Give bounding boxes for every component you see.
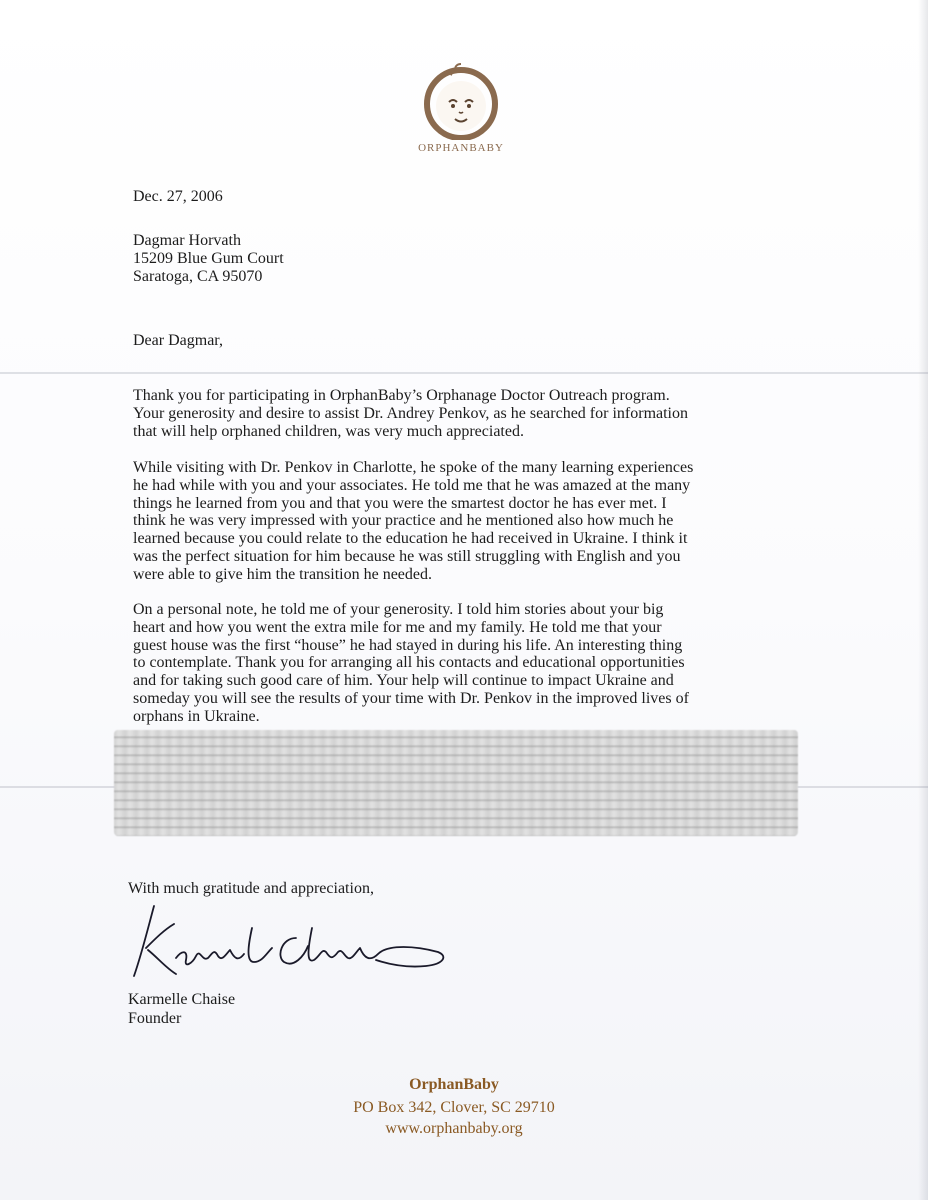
body-line: and for taking such good care of him. Your help will continue to impact Ukraine and: [133, 672, 674, 690]
recipient-street: 15209 Blue Gum Court: [133, 250, 284, 267]
body-line: he had while with you and your associates. He told me that he was amazed at the many: [133, 476, 691, 494]
salutation: Dear Dagmar,: [133, 332, 223, 349]
body-paragraph-2: [133, 459, 783, 584]
signer-block: [128, 990, 235, 1028]
orphanbaby-logo: [412, 60, 510, 154]
recipient-city: Saratoga, CA 95070: [133, 268, 263, 285]
page-edge-shadow: [918, 0, 928, 1200]
body-line: to contemplate. Thank you for arranging all his contacts and educational opportunities: [133, 654, 685, 672]
body-line: orphans in Ukraine.: [133, 707, 260, 725]
body-paragraph-1: [133, 387, 783, 440]
footer-website-link[interactable]: www.orphanbaby.org: [385, 1120, 523, 1137]
body-line: was the perfect situation for him because he was still struggling with English and you: [133, 547, 681, 565]
recipient-name: Dagmar Horvath: [133, 232, 241, 249]
footer-org-name: OrphanBaby: [409, 1076, 499, 1093]
body-line: While visiting with Dr. Penkov in Charlotte, he spoke of the many learning experiences: [133, 459, 694, 476]
handwritten-signature: [126, 898, 466, 988]
body-line: Thank you for participating in OrphanBaby’s Orphanage Doctor Outreach program.: [133, 387, 670, 404]
body-line: On a personal note, he told me of your generosity. I told him stories about your big: [133, 601, 664, 618]
closing-line: With much gratitude and appreciation,: [128, 880, 374, 897]
body-line: things he learned from you and that you were the smartest doctor he has ever met. I: [133, 494, 667, 512]
body-line: heart and how you went the extra mile for me and my family. He told me that your: [133, 618, 662, 636]
signer-name: Karmelle Chaise: [128, 991, 236, 1008]
baby-face-icon: [421, 60, 501, 140]
body-line: guest house was the first “house” he had stayed in during his life. An interesting thing: [133, 636, 683, 654]
letter-date: Dec. 27, 2006: [133, 188, 223, 205]
redacted-paragraph: [114, 730, 798, 836]
signer-title: Founder: [128, 1010, 182, 1027]
body-line: Your generosity and desire to assist Dr. Andrey Penkov, as he searched for information: [133, 404, 688, 422]
paper-fold-line: [0, 372, 928, 374]
body-line: were able to give him the transition he needed.: [133, 565, 433, 583]
body-line: someday you will see the results of your time with Dr. Penkov in the improved lives of: [133, 689, 689, 707]
body-paragraph-3: [133, 601, 783, 726]
footer-address: PO Box 342, Clover, SC 29710: [353, 1099, 555, 1116]
recipient-address: [133, 232, 284, 286]
body-line: that will help orphaned children, was very much appreciated.: [133, 422, 524, 440]
logo-wordmark: ORPHANBABY: [418, 142, 504, 154]
body-line: think he was very impressed with your practice and he mentioned also how much he: [133, 512, 674, 530]
body-line: learned because you could relate to the education he had received in Ukraine. I think it: [133, 530, 688, 548]
